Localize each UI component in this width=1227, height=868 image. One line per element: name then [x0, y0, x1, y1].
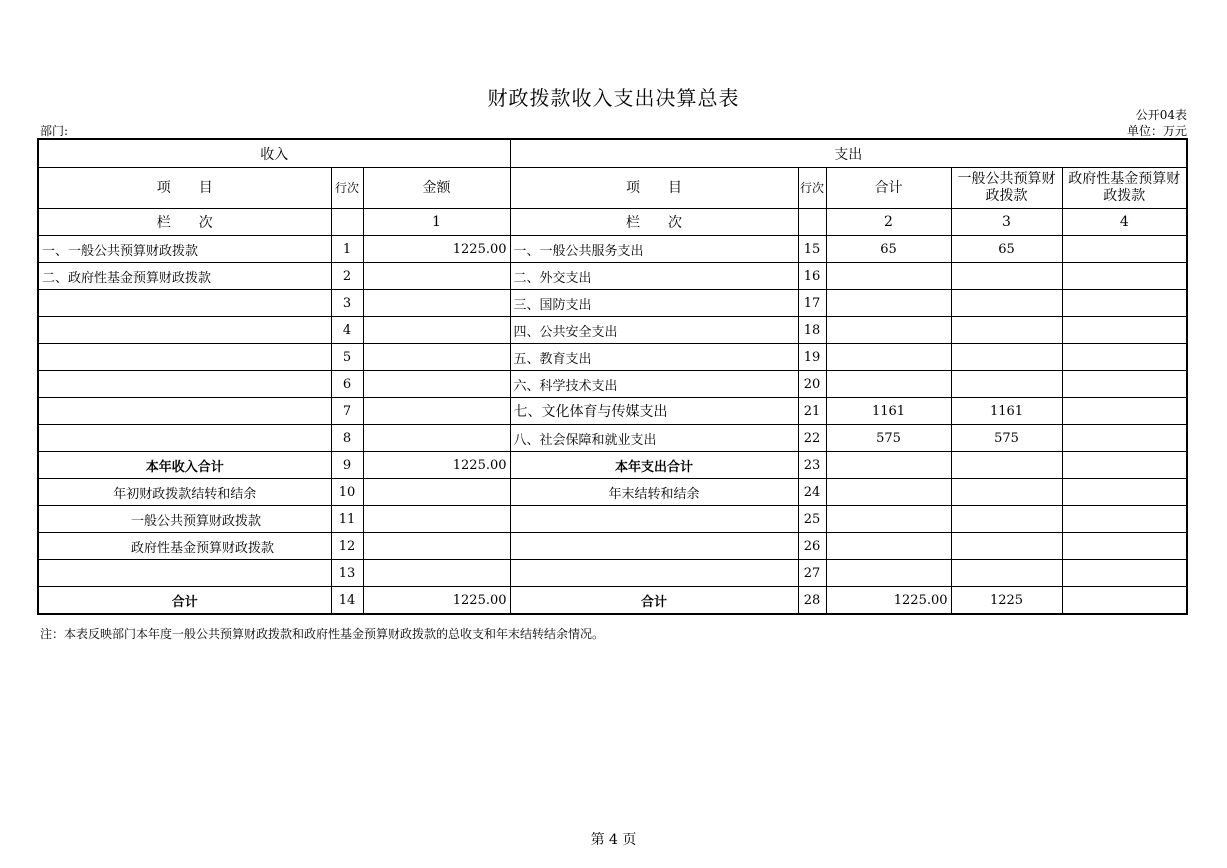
- expense-fund: [1062, 236, 1187, 263]
- expense-fund: [1062, 317, 1187, 344]
- header-row-column-numbers: [38, 209, 1187, 236]
- income-amount: 1225.00: [363, 452, 510, 479]
- department-label: 部门:: [40, 124, 69, 138]
- expense-item: [510, 506, 798, 533]
- income-amount: [363, 398, 510, 425]
- income-amount: [363, 290, 510, 317]
- income-line: 11: [331, 506, 363, 533]
- expense-total: [826, 263, 951, 290]
- expense-subtotal-label: 本年支出合计: [510, 452, 798, 479]
- expense-total: [826, 344, 951, 371]
- expense-item: 二、外交支出: [510, 263, 798, 290]
- expense-general: [951, 479, 1062, 506]
- income-item: 一般公共预算财政拨款: [38, 506, 331, 533]
- table-row: [38, 236, 1187, 263]
- income-line: 13: [331, 560, 363, 587]
- table-row: [38, 317, 1187, 344]
- income-line: 8: [331, 425, 363, 452]
- expense-section-header: 支出: [510, 139, 1187, 168]
- expense-fund: [1062, 560, 1187, 587]
- expense-general: 1161: [951, 398, 1062, 425]
- table-row: [38, 533, 1187, 560]
- expense-line: 25: [798, 506, 826, 533]
- expense-fund: [1062, 344, 1187, 371]
- fiscal-summary-table: [37, 138, 1188, 615]
- expense-column-label: 栏 次: [510, 209, 798, 236]
- total-col-number: 2: [826, 209, 951, 236]
- expense-item: [510, 533, 798, 560]
- expense-fund: [1062, 587, 1187, 615]
- expense-fund: [1062, 290, 1187, 317]
- expense-total: [826, 533, 951, 560]
- income-line: 2: [331, 263, 363, 290]
- report-title: 财政拨款收入支出决算总表: [487, 86, 740, 110]
- table-row: [38, 398, 1187, 425]
- expense-general: [951, 533, 1062, 560]
- expense-general: [951, 560, 1062, 587]
- form-number: 公开04表: [1135, 108, 1187, 122]
- expense-total: [826, 371, 951, 398]
- expense-total: [826, 317, 951, 344]
- income-item: [38, 317, 331, 344]
- expense-general: [951, 452, 1062, 479]
- income-amount: 1225.00: [363, 587, 510, 615]
- expense-fund: [1062, 533, 1187, 560]
- unit-label: 单位：万元: [1126, 124, 1187, 138]
- income-amount: [363, 263, 510, 290]
- table-row: [38, 371, 1187, 398]
- expense-fund: [1062, 371, 1187, 398]
- income-item: 一、一般公共预算财政拨款: [38, 236, 331, 263]
- income-item: [38, 398, 331, 425]
- expense-line: 18: [798, 317, 826, 344]
- income-column-label: 栏 次: [38, 209, 331, 236]
- income-line: 7: [331, 398, 363, 425]
- expense-total: [826, 560, 951, 587]
- expense-general: [951, 263, 1062, 290]
- income-amount: [363, 371, 510, 398]
- expense-item: 四、公共安全支出: [510, 317, 798, 344]
- income-item: [38, 290, 331, 317]
- expense-line: 27: [798, 560, 826, 587]
- expense-total: [826, 452, 951, 479]
- expense-line: 16: [798, 263, 826, 290]
- expense-line: 22: [798, 425, 826, 452]
- expense-item: 年末结转和结余: [510, 479, 798, 506]
- expense-total: [826, 290, 951, 317]
- expense-total: [826, 479, 951, 506]
- expense-general: 1225: [951, 587, 1062, 615]
- expense-item: 六、科学技术支出: [510, 371, 798, 398]
- table-row: [38, 452, 1187, 479]
- expense-grand-total-label: 合计: [510, 587, 798, 615]
- expense-line: 23: [798, 452, 826, 479]
- fund-col-number: 4: [1062, 209, 1187, 236]
- expense-fund: [1062, 479, 1187, 506]
- income-line: 14: [331, 587, 363, 615]
- income-amount: [363, 560, 510, 587]
- income-col-number: 1: [363, 209, 510, 236]
- expense-fund: [1062, 452, 1187, 479]
- income-line: 1: [331, 236, 363, 263]
- income-line: 6: [331, 371, 363, 398]
- income-amount-header: 金额: [363, 168, 510, 209]
- table-row: [38, 290, 1187, 317]
- expense-general: [951, 317, 1062, 344]
- page-number: 第 4 页: [590, 832, 637, 848]
- income-item: [38, 425, 331, 452]
- expense-general: 575: [951, 425, 1062, 452]
- expense-line-blank: [798, 209, 826, 236]
- header-row-columns: [38, 168, 1187, 209]
- expense-line: 19: [798, 344, 826, 371]
- income-item: [38, 560, 331, 587]
- income-amount: 1225.00: [363, 236, 510, 263]
- expense-general: [951, 506, 1062, 533]
- expense-total: [826, 506, 951, 533]
- table-row: [38, 560, 1187, 587]
- income-section-header: 收入: [38, 139, 510, 168]
- income-amount: [363, 317, 510, 344]
- expense-item: 五、教育支出: [510, 344, 798, 371]
- expense-line: 21: [798, 398, 826, 425]
- expense-total: 65: [826, 236, 951, 263]
- expense-total-header: 合计: [826, 168, 951, 209]
- income-amount: [363, 506, 510, 533]
- table-row: [38, 425, 1187, 452]
- expense-item: 三、国防支出: [510, 290, 798, 317]
- income-line: 9: [331, 452, 363, 479]
- expense-general: [951, 290, 1062, 317]
- income-item: [38, 371, 331, 398]
- income-item: 二、政府性基金预算财政拨款: [38, 263, 331, 290]
- expense-general: [951, 344, 1062, 371]
- income-line: 4: [331, 317, 363, 344]
- expense-line-header: 行次: [798, 168, 826, 209]
- expense-fund: [1062, 425, 1187, 452]
- general-col-number: 3: [951, 209, 1062, 236]
- table-row: [38, 479, 1187, 506]
- income-line: 10: [331, 479, 363, 506]
- income-item: 年初财政拨款结转和结余: [38, 479, 331, 506]
- fund-budget-header: 政府性基金预算财政拨款: [1062, 168, 1187, 209]
- expense-item: 八、社会保障和就业支出: [510, 425, 798, 452]
- income-amount: [363, 479, 510, 506]
- expense-fund: [1062, 506, 1187, 533]
- income-line: 3: [331, 290, 363, 317]
- income-line-blank: [331, 209, 363, 236]
- table-row: [38, 506, 1187, 533]
- income-item: 政府性基金预算财政拨款: [38, 533, 331, 560]
- expense-item: 一、一般公共服务支出: [510, 236, 798, 263]
- expense-item-header: 项 目: [510, 168, 798, 209]
- table-row: [38, 344, 1187, 371]
- expense-line: 24: [798, 479, 826, 506]
- table-row: [38, 587, 1187, 615]
- income-amount: [363, 425, 510, 452]
- income-item: [38, 344, 331, 371]
- footnote: 注：本表反映部门本年度一般公共预算财政拨款和政府性基金预算财政拨款的总收支和年末结转结余情况。: [40, 627, 605, 641]
- expense-line: 20: [798, 371, 826, 398]
- income-amount: [363, 533, 510, 560]
- expense-general: 65: [951, 236, 1062, 263]
- expense-line: 15: [798, 236, 826, 263]
- expense-total: 1161: [826, 398, 951, 425]
- expense-fund: [1062, 263, 1187, 290]
- general-budget-header: 一般公共预算财政拨款: [951, 168, 1062, 209]
- expense-total: 575: [826, 425, 951, 452]
- expense-total: 1225.00: [826, 587, 951, 615]
- expense-fund: [1062, 398, 1187, 425]
- income-grand-total-label: 合计: [38, 587, 331, 615]
- income-line: 12: [331, 533, 363, 560]
- income-amount: [363, 344, 510, 371]
- expense-general: [951, 371, 1062, 398]
- header-row-sections: [38, 139, 1187, 168]
- income-subtotal-label: 本年收入合计: [38, 452, 331, 479]
- table-row: [38, 263, 1187, 290]
- expense-item: 七、文化体育与传媒支出: [510, 398, 798, 425]
- expense-line: 28: [798, 587, 826, 615]
- income-line-header: 行次: [331, 168, 363, 209]
- income-item-header: 项 目: [38, 168, 331, 209]
- expense-line: 26: [798, 533, 826, 560]
- income-line: 5: [331, 344, 363, 371]
- expense-item: [510, 560, 798, 587]
- expense-line: 17: [798, 290, 826, 317]
